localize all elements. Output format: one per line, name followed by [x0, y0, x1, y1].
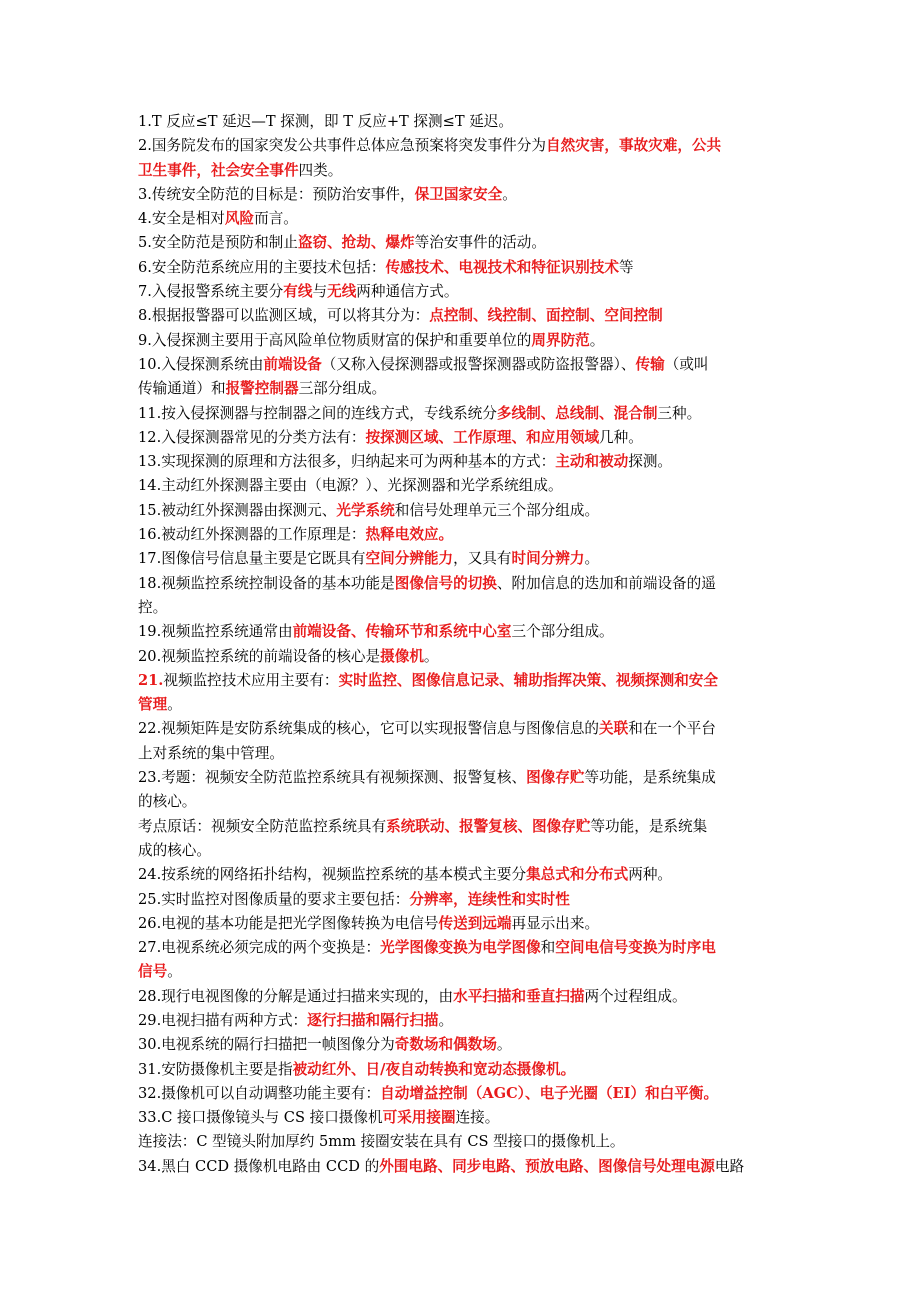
text-segment: 等治安事件的活动。 [414, 234, 546, 252]
text-line [138, 863, 784, 887]
text-segment: 三部分组成。 [298, 380, 387, 398]
highlighted-answer: 前端设备、传输环节和系统中心室 [292, 623, 512, 641]
text-segment: 几种。 [599, 428, 643, 446]
text-segment: 。 [167, 963, 182, 981]
text-line [138, 815, 784, 839]
text-segment: 7.入侵报警系统主要分 [138, 283, 284, 301]
text-line [138, 596, 784, 620]
highlighted-answer: 空间分辨能力 [365, 550, 454, 568]
text-segment: ，又具有 [453, 550, 512, 568]
highlighted-answer: 自动增益控制（AGC）、电子光圈（EI）和白平衡。 [380, 1084, 719, 1102]
text-line [138, 839, 784, 863]
text-line [138, 766, 784, 790]
highlighted-answer: 风险 [224, 210, 255, 228]
text-segment: 28.现行电视图像的分解是通过扫描来实现的，由 [138, 987, 454, 1005]
highlighted-answer: 分辨率，连续性和实时性 [409, 890, 570, 908]
text-segment: 和在一个平台 [628, 720, 716, 738]
text-segment: 17.图像信号信息量主要是它既具有 [138, 550, 366, 568]
text-line [138, 912, 784, 936]
text-segment: 15.被动红外探测器由探测元、 [138, 501, 337, 519]
text-segment: 考点原话：视频安全防范监控系统具有 [138, 817, 387, 835]
text-segment: 2.国务院发布的国家突发公共事件总体应急预案将突发事件分为 [138, 137, 546, 155]
text-line [138, 329, 784, 353]
highlighted-answer: 集总式和分布式 [526, 866, 629, 884]
highlighted-answer: 热释电效应。 [365, 526, 454, 544]
text-line [138, 256, 784, 280]
highlighted-answer: 被动红外、日/夜自动转换和宽动态摄像机。 [292, 1060, 576, 1078]
text-line [138, 304, 784, 328]
text-segment: 等功能，是系统集成 [584, 769, 716, 787]
text-segment: 14.主动红外探测器主要由（电源？）、光探测器和光学系统组成。 [138, 477, 563, 495]
text-line [138, 1082, 784, 1106]
text-line [138, 985, 784, 1009]
highlighted-answer: 管理 [138, 696, 168, 714]
text-segment: 1.T 反应≤T 延迟—T 探测，即 T 反应+T 探测≤T 延迟。 [138, 113, 513, 130]
text-line [138, 1058, 784, 1082]
text-segment: 再显示出来。 [511, 914, 600, 932]
text-segment: 。 [423, 647, 439, 665]
text-line [138, 207, 784, 231]
text-segment: 与 [312, 283, 328, 301]
text-line [138, 426, 784, 450]
text-segment: 等功能，是系统集 [590, 817, 708, 835]
highlighted-answer: 盗窃、抢劫、爆炸 [297, 234, 415, 252]
highlighted-answer: 空间电信号变换为时序电 [555, 939, 716, 957]
text-segment: 9.入侵探测主要用于高风险单位物质财富的保护和重要单位的 [138, 331, 532, 349]
text-line [138, 402, 784, 426]
text-line [138, 159, 784, 183]
text-line [138, 231, 784, 255]
text-line [138, 1106, 784, 1130]
highlighted-answer: 摄像机 [380, 647, 424, 665]
text-segment: 3.传统安全防范的目标是：预防治安事件， [138, 185, 415, 203]
highlighted-answer: 可采用接圈 [382, 1109, 456, 1127]
text-segment: 。 [502, 185, 517, 203]
text-segment: 连接法：C 型镜头附加厚约 5mm 接圈安装在具有 CS 型接口的摄像机上。 [138, 1133, 625, 1151]
text-segment: 视频监控技术应用主要有： [163, 671, 339, 689]
text-segment: 等 [618, 258, 634, 276]
highlighted-answer: 光学系统 [336, 501, 395, 519]
text-segment: 19.视频监控系统通常由 [138, 623, 293, 641]
text-line [138, 353, 784, 377]
highlighted-answer: 外围电路、同步电路、预放电路、图像信号处理电源 [379, 1157, 715, 1175]
text-segment: 、附加信息的迭加和前端设备的遥 [496, 574, 716, 592]
highlighted-answer: 卫生事件，社会安全事件 [138, 161, 299, 179]
highlighted-answer: 传感技术、电视技术和特征识别技术 [385, 258, 619, 276]
text-segment: 6.安全防范系统应用的主要技术包括： [138, 258, 386, 276]
text-segment: 32.摄像机可以自动调整功能主要有： [138, 1084, 381, 1102]
text-segment: 两种。 [628, 866, 673, 884]
text-segment: 连接。 [455, 1109, 500, 1127]
text-line [138, 499, 784, 523]
text-line [138, 742, 784, 766]
highlighted-answer: 逐行扫描和隔行扫描 [307, 1011, 439, 1029]
text-segment: 29.电视扫描有两种方式： [138, 1011, 308, 1029]
text-segment: 而言。 [254, 210, 298, 228]
highlighted-answer: 有线 [283, 283, 313, 301]
text-segment: 13.实现探测的原理和方法很多，归纳起来可为两种基本的方式： [138, 453, 556, 471]
text-segment: 三个部分组成。 [511, 623, 614, 641]
text-segment: 两种通信方式。 [356, 283, 459, 301]
text-segment: 。 [496, 1036, 512, 1054]
highlighted-answer: 水平扫描和垂直扫描 [453, 987, 585, 1005]
text-segment: 22.视频矩阵是安防系统集成的核心，它可以实现报警信息与图像信息的 [138, 720, 600, 738]
text-segment: 12.入侵探测器常见的分类方法有： [138, 428, 366, 446]
text-segment: 23.考题：视频安全防范监控系统具有视频探测、报警复核、 [138, 769, 527, 787]
highlighted-answer: 前端设备 [263, 355, 322, 373]
text-segment: 11.按入侵探测器与控制器之间的连线方式，专线系统分 [138, 404, 497, 422]
text-line [138, 1130, 784, 1154]
highlighted-answer: 光学图像变换为电学图像 [380, 939, 541, 957]
text-segment: 27.电视系统必须完成的两个变换是： [138, 939, 381, 957]
highlighted-answer: 主动和被动 [555, 453, 629, 471]
highlighted-answer: 信号 [138, 963, 168, 981]
text-segment: 的核心。 [138, 793, 197, 811]
highlighted-answer: 多线制、总线制、混合制 [496, 404, 658, 422]
highlighted-answer: 无线 [327, 283, 357, 301]
text-line [138, 1033, 784, 1057]
highlighted-answer: 图像存贮 [526, 769, 585, 787]
text-line [138, 717, 784, 741]
text-segment: 8.根据报警器可以监测区域，可以将其分为： [138, 307, 430, 325]
text-segment: 传输通道）和 [138, 380, 226, 398]
highlighted-answer: 保卫国家安全 [414, 185, 503, 203]
text-line [138, 280, 784, 304]
text-segment: 。 [589, 331, 605, 349]
highlighted-answer: 报警控制器 [225, 380, 299, 398]
highlighted-answer: 传输 [635, 355, 665, 373]
text-segment: 18.视频监控系统控制设备的基本功能是 [138, 574, 395, 592]
highlighted-answer: 点控制、线控制、面控制、空间控制 [429, 307, 663, 325]
highlighted-answer: 时间分辨力 [511, 550, 585, 568]
highlighted-answer: 系统联动、报警复核、图像存贮 [386, 817, 591, 835]
text-segment: 25.实时监控对图像质量的要求主要包括： [138, 890, 410, 908]
text-segment: 三种。 [657, 404, 702, 422]
highlighted-answer: 实时监控、图像信息记录、辅助指挥决策、视频探测和安全 [338, 671, 718, 689]
text-line [138, 1009, 784, 1033]
text-segment: （或叫 [664, 355, 709, 373]
document-body [138, 110, 784, 1179]
text-segment: 10.入侵探测系统由 [138, 355, 264, 373]
text-line [138, 134, 784, 158]
text-line [138, 888, 784, 912]
text-line [138, 572, 784, 596]
highlighted-answer: 关联 [599, 720, 629, 738]
text-line [138, 960, 784, 984]
text-line [138, 645, 784, 669]
text-segment: 24.按系统的网络拓扑结构，视频监控系统的基本模式主要分 [138, 866, 527, 884]
text-segment: 。 [438, 1011, 454, 1029]
highlighted-answer: 图像信号的切换 [394, 574, 497, 592]
text-segment: 31.安防摄像机主要是指 [138, 1060, 293, 1078]
highlighted-answer: 传送到远端 [438, 914, 512, 932]
text-segment: 。 [167, 696, 182, 714]
highlighted-answer: 周界防范 [531, 331, 590, 349]
text-segment: 26.电视的基本功能是把光学图像转换为电信号 [138, 914, 439, 932]
text-line [138, 110, 784, 134]
text-line [138, 669, 784, 693]
text-line [138, 936, 784, 960]
text-segment: 34.黑白 CCD 摄像机电路由 CCD 的 [138, 1157, 380, 1175]
highlighted-answer: 21. [138, 671, 164, 689]
text-segment: 上对系统的集中管理。 [138, 744, 284, 762]
text-line [138, 450, 784, 474]
text-line [138, 547, 784, 571]
text-line [138, 693, 784, 717]
text-line [138, 620, 784, 644]
text-line [138, 377, 784, 401]
text-line [138, 790, 784, 814]
text-segment: 5.安全防范是预防和制止 [138, 234, 298, 252]
text-segment: 20.视频监控系统的前端设备的核心是 [138, 647, 381, 665]
text-line [138, 523, 784, 547]
text-segment: （又称入侵探测器或报警探测器或防盗报警器）、 [321, 355, 636, 373]
text-segment: 两个过程组成。 [584, 987, 687, 1005]
text-segment: 探测。 [628, 453, 673, 471]
text-segment: 和信号处理单元三个部分组成。 [394, 501, 600, 519]
text-segment: 4.安全是相对 [138, 210, 225, 228]
text-segment: 。 [584, 550, 600, 568]
text-segment: 四类。 [298, 161, 343, 179]
highlighted-answer: 自然灾害，事故灾难，公共 [545, 137, 722, 155]
text-segment: 33.C 接口摄像镜头与 CS 接口摄像机 [138, 1109, 383, 1127]
highlighted-answer: 按探测区域、工作原理、和应用领域 [365, 428, 600, 446]
text-segment: 16.被动红外探测器的工作原理是： [138, 526, 366, 544]
text-line [138, 1155, 784, 1179]
text-segment: 成的核心。 [138, 841, 211, 859]
text-line [138, 183, 784, 207]
text-segment: 电路 [714, 1157, 745, 1175]
text-segment: 和 [540, 939, 556, 957]
text-segment: 30.电视系统的隔行扫描把一帧图像分为 [138, 1036, 395, 1054]
highlighted-answer: 奇数场和偶数场 [394, 1036, 497, 1054]
text-segment: 控。 [138, 598, 168, 616]
text-line [138, 474, 784, 498]
